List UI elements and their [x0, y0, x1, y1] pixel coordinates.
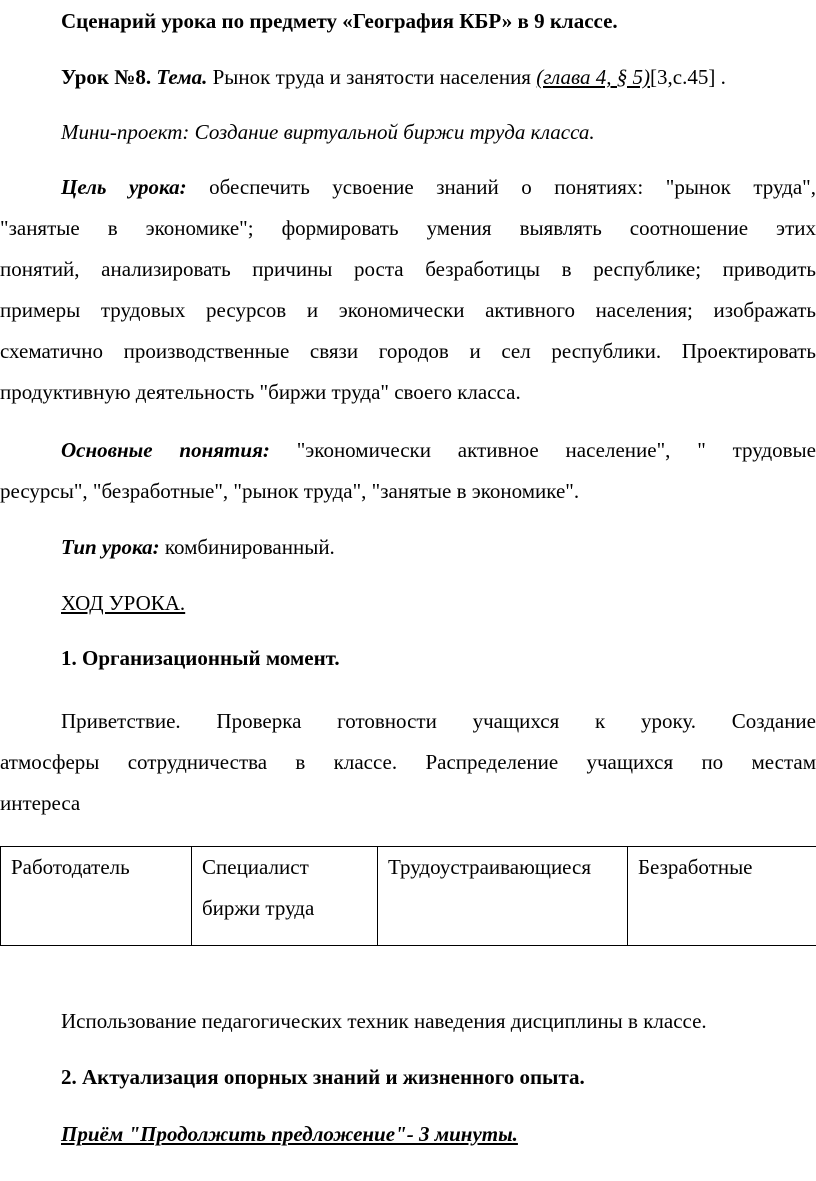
lesson-line — [0, 57, 816, 98]
cell-line: биржи труда — [202, 896, 315, 920]
lesson-type-value: комбинированный. — [164, 535, 335, 559]
concepts-line-1 — [0, 430, 816, 471]
topic-label: Тема. — [156, 65, 208, 89]
document-title — [0, 1, 816, 42]
goal-line-6: продуктивную деятельность "биржи труда" своего класса. — [0, 380, 521, 404]
goal-line-2: "занятые в экономике"; формировать умения выявлять соотношение этих — [0, 216, 816, 240]
goal-paragraph — [0, 167, 816, 413]
goal-line-1 — [0, 167, 816, 208]
goal-label: Цель урока: — [61, 175, 187, 199]
table-cell-employer — [1, 847, 192, 946]
goal-text-1: обеспечить усвоение знаний о понятиях: "рынок труда", — [209, 175, 816, 199]
section-1-paragraph — [0, 701, 816, 824]
technique-heading — [0, 1114, 816, 1155]
source-ref: (глава 4, § 5) — [536, 65, 651, 89]
section-1-line-2: атмосферы сотрудничества в классе. Распределение учащихся по местам — [0, 750, 816, 774]
section-1-line-3: интереса — [0, 791, 81, 815]
section-1-heading-text: 1. Организационный момент. — [61, 646, 340, 670]
section-2-heading-text: 2. Актуализация опорных знаний и жизненного опыта. — [61, 1065, 585, 1089]
section-1-line-1: Приветствие. Проверка готовности учащихся к уроку. Создание — [61, 709, 816, 733]
section-1-heading — [0, 638, 816, 679]
progress-heading — [0, 583, 816, 624]
table-row — [1, 847, 816, 946]
discipline-paragraph — [0, 1001, 816, 1042]
lesson-type — [0, 527, 816, 568]
progress-heading-text: ХОД УРОКА. — [61, 591, 186, 615]
concepts-line-2: ресурсы", "безработные", "рынок труда", "занятые в экономике". — [0, 479, 580, 503]
cell-line: Работодатель — [11, 855, 130, 879]
cell-line: Специалист — [202, 855, 309, 879]
table-cell-exchange-specialist — [192, 847, 378, 946]
discipline-text: Использование педагогических техник наведения дисциплины в классе. — [61, 1009, 707, 1033]
goal-line-4: примеры трудовых ресурсов и экономически активного населения; изображать — [0, 298, 816, 322]
title-text: Сценарий урока по предмету «География КБР» в 9 классе. — [61, 9, 618, 33]
mini-project — [0, 112, 816, 153]
mini-project-text: Мини-проект: Создание виртуальной биржи труда класса. — [61, 120, 595, 144]
cell-line: Безработные — [638, 855, 753, 879]
section-2-heading — [0, 1057, 816, 1098]
goal-line-5: схематично производственные связи городов и сел республики. Проектировать — [0, 339, 816, 363]
lesson-number: Урок №8. — [61, 65, 152, 89]
table-cell-unemployed — [628, 847, 816, 946]
concepts-label: Основные понятия: — [61, 438, 270, 462]
table-cell-job-seekers — [378, 847, 628, 946]
goal-line-3: понятий, анализировать причины роста безработицы в республике; приводить — [0, 257, 816, 281]
lesson-type-label: Тип урока: — [61, 535, 160, 559]
cell-line: Трудоустраивающиеся — [388, 855, 592, 879]
technique-text: Приём "Продолжить предложение"- 3 минуты. — [61, 1122, 518, 1146]
topic-text: Рынок труда и занятости населения — [212, 65, 531, 89]
citation: [3,с.45] . — [650, 65, 726, 89]
concepts-text-1: "экономически активное население", " трудовые — [296, 438, 816, 462]
student-distribution-table — [0, 846, 816, 946]
concepts-paragraph — [0, 430, 816, 512]
